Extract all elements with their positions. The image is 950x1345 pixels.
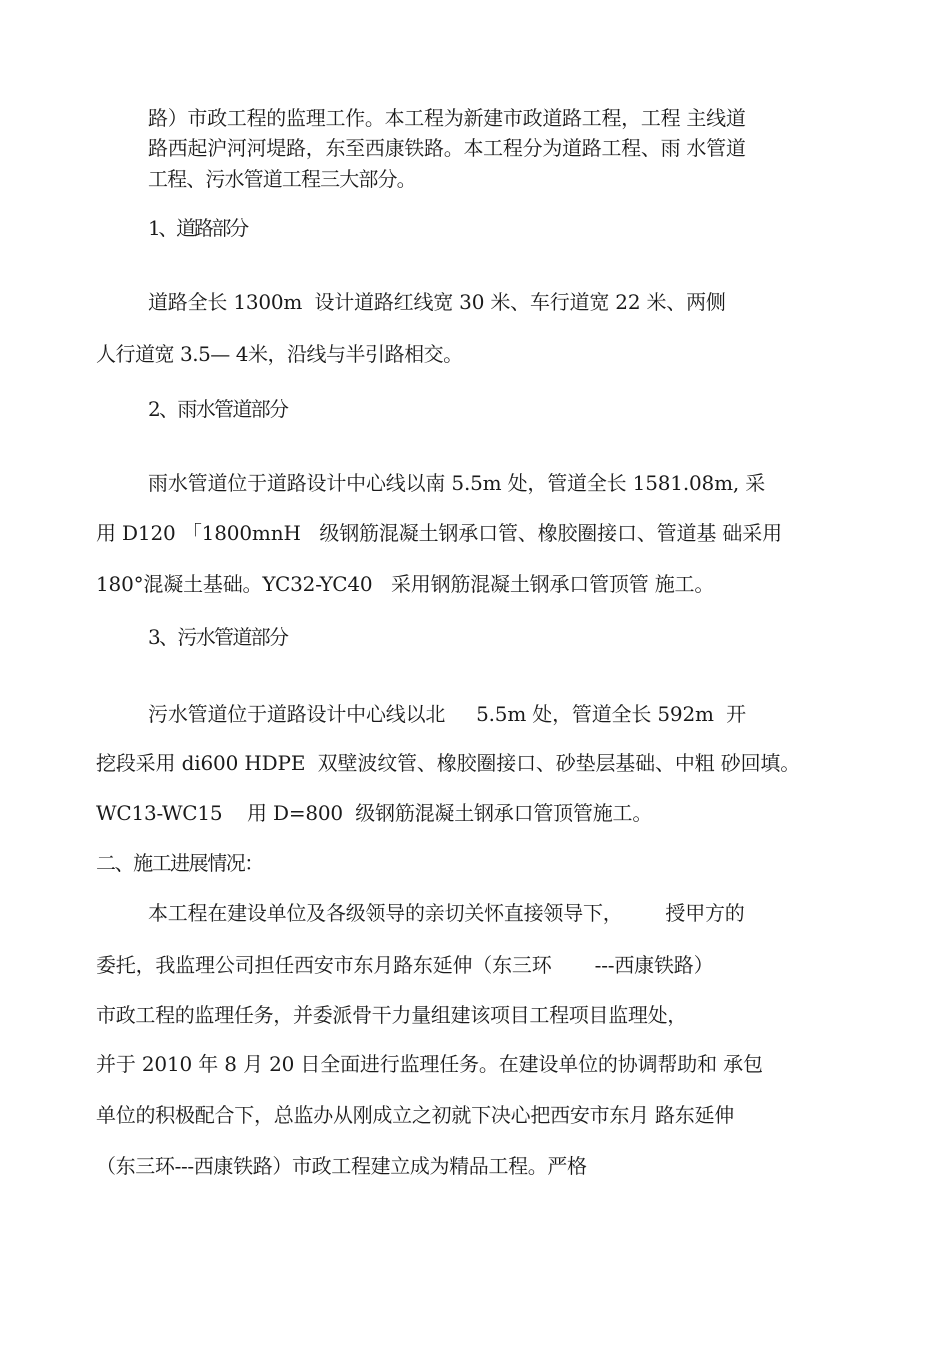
text-line: 道路全长 1300m 设计道路红线宽 30 米、车行道宽 22 米、两侧 <box>148 290 726 314</box>
text-line: 雨水管道位于道路设计中心线以南 5.5m 处，管道全长 1581.08m, 采 <box>148 471 766 495</box>
chapter-heading: 二、施工进展情况： <box>96 851 263 875</box>
text-line: 路）市政工程的监理工作。本工程为新建市政道路工程，工程 主线道 <box>148 106 746 130</box>
section-heading: 2、雨水管道部分 <box>148 397 288 421</box>
text-line: 市政工程的监理任务，并委派骨干力量组建该项目工程项目监理处， <box>96 1003 687 1027</box>
section-heading: 3、污水管道部分 <box>148 625 288 649</box>
text-line: WC13-WC15 用 D=800 级钢筋混凝土钢承口管顶管施工。 <box>96 801 653 825</box>
text-line: 挖段采用 di600 HDPE 双壁波纹管、橡胶圈接口、砂垫层基础、中粗 砂回填。 <box>96 751 801 775</box>
text-line: 本工程在建设单位及各级领导的亲切关怀直接领导下， 授甲方的 <box>148 901 745 925</box>
text-line: 工程、污水管道工程三大部分。 <box>148 167 416 191</box>
text-line: （东三环---西康铁路）市政工程建立成为精品工程。严格 <box>96 1154 587 1178</box>
text-line: 单位的积极配合下，总监办从刚成立之初就下决心把西安市东月 路东延伸 <box>96 1103 734 1127</box>
text-line: 路西起沪河河堤路，东至西康铁路。本工程分为道路工程、雨 水管道 <box>148 136 746 160</box>
section-heading: 1、道路部分 <box>148 216 247 240</box>
text-line: 人行道宽 3.5— 4米，沿线与半引路相交。 <box>96 342 463 366</box>
text-line: 污水管道位于道路设计中心线以北 5.5m 处，管道全长 592m 开 <box>148 702 746 726</box>
text-line: 180°混凝土基础。YC32-YC40 采用钢筋混凝土钢承口管顶管 施工。 <box>96 572 715 596</box>
text-line: 用 D120 「1800mnH 级钢筋混凝土钢承口管、橡胶圈接口、管道基 础采用 <box>96 521 782 545</box>
text-line: 委托，我监理公司担任西安市东月路东延伸（东三环 ---西康铁路） <box>96 953 714 977</box>
text-line: 并于 2010 年 8 月 20 日全面进行监理任务。在建设单位的协调帮助和 承包 <box>96 1052 763 1076</box>
